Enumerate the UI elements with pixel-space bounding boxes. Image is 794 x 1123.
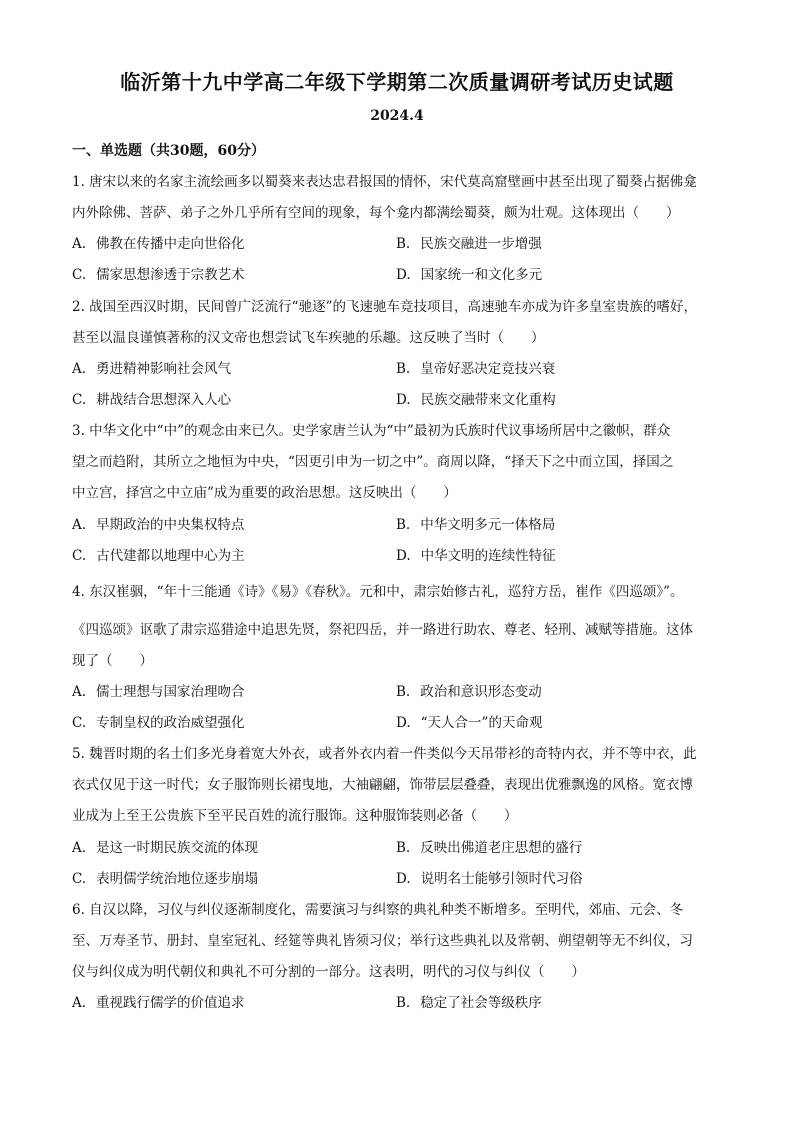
option-text: 皇帝好恶决定竞技兴衰 <box>420 361 556 377</box>
question-2-option-d <box>396 390 556 410</box>
option-letter: C. <box>72 548 87 564</box>
option-text: 专制皇权的政治威望强化 <box>96 715 245 731</box>
option-text: 古代建都以地理中心为主 <box>96 548 245 564</box>
option-text: 儒家思想渗透于宗教艺术 <box>96 267 245 283</box>
option-letter: A. <box>72 361 87 377</box>
option-letter: A. <box>72 684 87 700</box>
option-text: 早期政治的中央集权特点 <box>96 517 245 533</box>
option-letter: B. <box>396 236 411 252</box>
option-letter: A. <box>72 236 87 252</box>
section-heading: 一、单选题（共30题，60分） <box>72 143 265 159</box>
option-letter: D. <box>396 548 411 564</box>
question-6-option-a <box>72 993 245 1013</box>
option-letter: D. <box>396 267 411 283</box>
question-4-option-b <box>396 682 542 702</box>
question-3-line-3: 中立宫，择宫之中立庙”成为重要的政治思想。这反映出（ ） <box>72 485 457 501</box>
option-text: 重视践行儒学的价值追求 <box>96 995 245 1011</box>
question-3-line-2: 望之而趋附，其所立之地恒为中央，“因更引申为一切之中”。商周以降，“择天下之中而立国，择国之 <box>72 454 674 470</box>
question-1-option-c <box>72 265 245 285</box>
question-4-line-1: 4. 东汉崔骃，“年十三能通《诗》《易》《春秋》。元和中，肃宗始修古礼，巡狩方岳，崔作《四巡颂》”。 <box>72 584 684 600</box>
option-text: 耕战结合思想深入人心 <box>96 392 232 408</box>
question-4-line-2: 《四巡颂》讴歌了肃宗巡猎途中追思先贤，祭祀四岳，并一路进行助农、尊老、轻刑、减赋等措施。这体 <box>72 622 693 638</box>
option-letter: C. <box>72 392 87 408</box>
question-4-option-c <box>72 713 245 733</box>
option-text: 佛教在传播中走向世俗化 <box>96 236 245 252</box>
exam-date: 2024.4 <box>370 108 424 124</box>
question-2-option-c <box>72 390 231 410</box>
question-1-line-1: 1. 唐宋以来的名家主流绘画多以蜀葵来表达忠君报国的情怀，宋代莫高窟壁画中甚至出现了蜀葵占据佛龛 <box>72 174 697 190</box>
question-3-option-b <box>396 515 555 535</box>
option-text: 反映出佛道老庄思想的盛行 <box>420 840 583 856</box>
option-text: 国家统一和文化多元 <box>420 267 543 283</box>
option-letter: C. <box>72 871 87 887</box>
option-letter: B. <box>396 517 411 533</box>
option-letter: A. <box>72 840 87 856</box>
option-text: 中华文明的连续性特征 <box>420 548 556 564</box>
option-text: 政治和意识形态变动 <box>420 684 542 700</box>
option-letter: D. <box>396 392 411 408</box>
option-letter: C. <box>72 267 87 283</box>
option-letter: B. <box>396 684 411 700</box>
question-2-line-1: 2. 战国至西汉时期，民间曾广泛流行“驰逐”的飞速驰车竞技项目，高速驰车亦成为许多皇室贵族的嗜好， <box>72 299 697 315</box>
question-6-line-3: 仪与纠仪成为明代朝仪和典礼不可分割的一部分。这表明，明代的习仪与纠仪（ ） <box>72 964 585 980</box>
question-2-option-a <box>72 359 231 379</box>
option-text: 民族交融进一步增强 <box>420 236 542 252</box>
option-letter: A. <box>72 517 87 533</box>
option-text: 表明儒学统治地位逐步崩塌 <box>96 871 259 887</box>
option-letter: B. <box>396 840 411 856</box>
question-6-option-b <box>396 993 542 1013</box>
question-1-option-d <box>396 265 542 285</box>
page-title: 临沂第十九中学高二年级下学期第二次质量调研考试历史试题 <box>120 70 674 94</box>
question-1-option-a <box>72 234 245 254</box>
question-5-option-c <box>72 869 258 889</box>
option-letter: C. <box>72 715 87 731</box>
question-4-option-a <box>72 682 245 702</box>
option-letter: A. <box>72 995 87 1011</box>
option-letter: D. <box>396 715 411 731</box>
question-1-option-b <box>396 234 542 254</box>
question-4-option-d <box>396 713 542 733</box>
question-3-option-c <box>72 546 245 566</box>
question-3-line-1: 3. 中华文化中“中”的观念由来已久。史学家唐兰认为“中”最初为氏族时代议事场所居中之徽帜，群众 <box>72 423 671 439</box>
question-5-option-d <box>396 869 583 889</box>
option-letter: B. <box>396 361 411 377</box>
question-5-line-3: 业成为上至王公贵族下至平民百姓的流行服饰。这种服饰装则必备（ ） <box>72 808 518 824</box>
question-3-option-d <box>396 546 556 566</box>
option-text: 勇进精神影响社会风气 <box>96 361 232 377</box>
question-6-line-1: 6. 自汉以降，习仪与纠仪逐渐制度化，需要演习与纠察的典礼种类不断增多。至明代，郊庙、元会、冬 <box>72 902 684 918</box>
question-5-line-2: 衣式仅见于这一时代；女子服饰则长裙曳地，大袖翩翩，饰带层层叠叠，表现出优雅飘逸的风格。宽衣博 <box>72 777 693 793</box>
option-letter: D. <box>396 871 411 887</box>
option-text: 是这一时期民族交流的体现 <box>96 840 259 856</box>
option-text: “天人合一”的天命观 <box>420 715 543 731</box>
question-5-line-1: 5. 魏晋时期的名士们多光身着宽大外衣，或者外衣内着一件类似今天吊带衫的奇特内衣，并不等中衣，此 <box>72 746 697 762</box>
option-letter: B. <box>396 995 411 1011</box>
question-6-line-2: 至、万寿圣节、册封、皇室冠礼、经筵等典礼皆须习仪；举行这些典礼以及常朝、朔望朝等无不纠仪，习 <box>72 933 693 949</box>
option-text: 稳定了社会等级秩序 <box>420 995 542 1011</box>
question-5-option-a <box>72 838 258 858</box>
option-text: 中华文明多元一体格局 <box>420 517 556 533</box>
option-text: 儒士理想与国家治理吻合 <box>96 684 245 700</box>
question-1-line-2: 内外除佛、菩萨、弟子之外几乎所有空间的现象，每个龛内都满绘蜀葵，颇为壮观。这体现出（ ） <box>72 205 680 221</box>
option-text: 民族交融带来文化重构 <box>420 392 556 408</box>
option-text: 说明名士能够引领时代习俗 <box>420 871 583 887</box>
question-3-option-a <box>72 515 245 535</box>
question-4-line-3: 现了（ ） <box>72 653 153 669</box>
question-2-line-2: 甚至以温良谨慎著称的汉文帝也想尝试飞车疾驰的乐趣。这反映了当时（ ） <box>72 330 545 346</box>
question-2-option-b <box>396 359 555 379</box>
question-5-option-b <box>396 838 582 858</box>
